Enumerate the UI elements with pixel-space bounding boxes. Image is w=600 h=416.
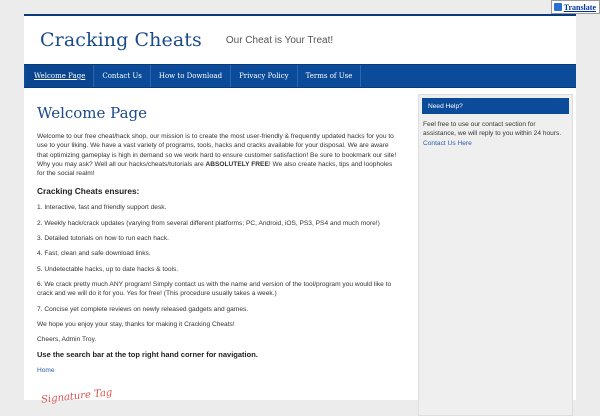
- nav-welcome-page[interactable]: Welcome Page: [26, 65, 94, 87]
- list-item: 5. Undetectable hacks, up to date hacks & tools.: [37, 265, 179, 273]
- list-item: 4. Fast, clean and safe download links.: [37, 250, 151, 258]
- list-item: 2. Weekly hack/crack updates (varying from several different platforms; PC, Android, iOS, PS3, PS4 and much more!): [37, 219, 380, 227]
- list-item: 1. Interactive, fast and friendly support desk.: [37, 204, 167, 212]
- need-help-text: Feel free to use our contact section for assistance, we will reply to you within 24 hours.: [423, 121, 562, 138]
- nav-how-to-download[interactable]: How to Download: [151, 65, 231, 87]
- translate-button[interactable]: [551, 0, 600, 14]
- list-item: 3. Detailed tutorials on how to run each hack.: [37, 235, 169, 243]
- need-help-widget-body: [419, 114, 572, 148]
- site-title[interactable]: Cracking Cheats: [40, 29, 202, 51]
- translate-label: Translate: [563, 2, 596, 12]
- home-link[interactable]: Home: [37, 366, 55, 374]
- closing-message: We hope you enjoy your stay, thanks for making it Cracking Cheats!: [37, 320, 235, 328]
- list-item: 6. We crack pretty much ANY program! Simply contact us with the name and version of the tool/program you would like to crack and we will do it for you. Yes for free! (This procedure usually takes a week.): [37, 280, 392, 298]
- admin-signoff: Cheers, Admin Troy.: [37, 336, 97, 344]
- page-title: Welcome Page: [37, 104, 148, 122]
- list-item: 7. Concise yet complete reviews on newly released gadgets and games.: [37, 305, 249, 313]
- signature-image: Signature Tag: [40, 387, 113, 406]
- intro-text-end: ! We also create hacks, tips and loopholes for the social realm!: [37, 160, 393, 178]
- google-translate-icon: [554, 3, 562, 11]
- nav-terms-of-use[interactable]: Terms of Use: [298, 65, 362, 87]
- navigation-hint: Use the search bar at the top right hand corner for navigation.: [37, 350, 258, 360]
- nav-privacy-policy[interactable]: Privacy Policy: [231, 65, 298, 87]
- nav-contact-us[interactable]: Contact Us: [94, 65, 151, 87]
- site-header: [24, 16, 576, 64]
- ensures-heading: Cracking Cheats ensures:: [37, 186, 140, 197]
- site-tagline: Our Cheat is Your Treat!: [225, 34, 334, 46]
- intro-emphasis: ABSOLUTELY FREE: [205, 160, 269, 168]
- sidebar: [418, 94, 573, 416]
- main-navigation: [24, 64, 576, 88]
- main-content: [37, 104, 399, 375]
- page-container: [24, 14, 576, 406]
- intro-paragraph: [37, 132, 399, 178]
- need-help-widget-title: Need Help?: [422, 98, 569, 114]
- contact-us-link[interactable]: Contact Us Here: [423, 139, 472, 147]
- intro-text: Welcome to our free cheat/hack shop, our mission is to create the most user-friendly & frequently updated hacks for you to use to your liking. We have a vast variety of programs, tools, hacks and cracks available for your disposal. We are aware that optimizing gameplay is high in demand so we work hard to ensure customer satisfaction! Be sure to bookmark our site! Why you may ask? Well all our hacks/cheats/tutorials are: [37, 133, 397, 168]
